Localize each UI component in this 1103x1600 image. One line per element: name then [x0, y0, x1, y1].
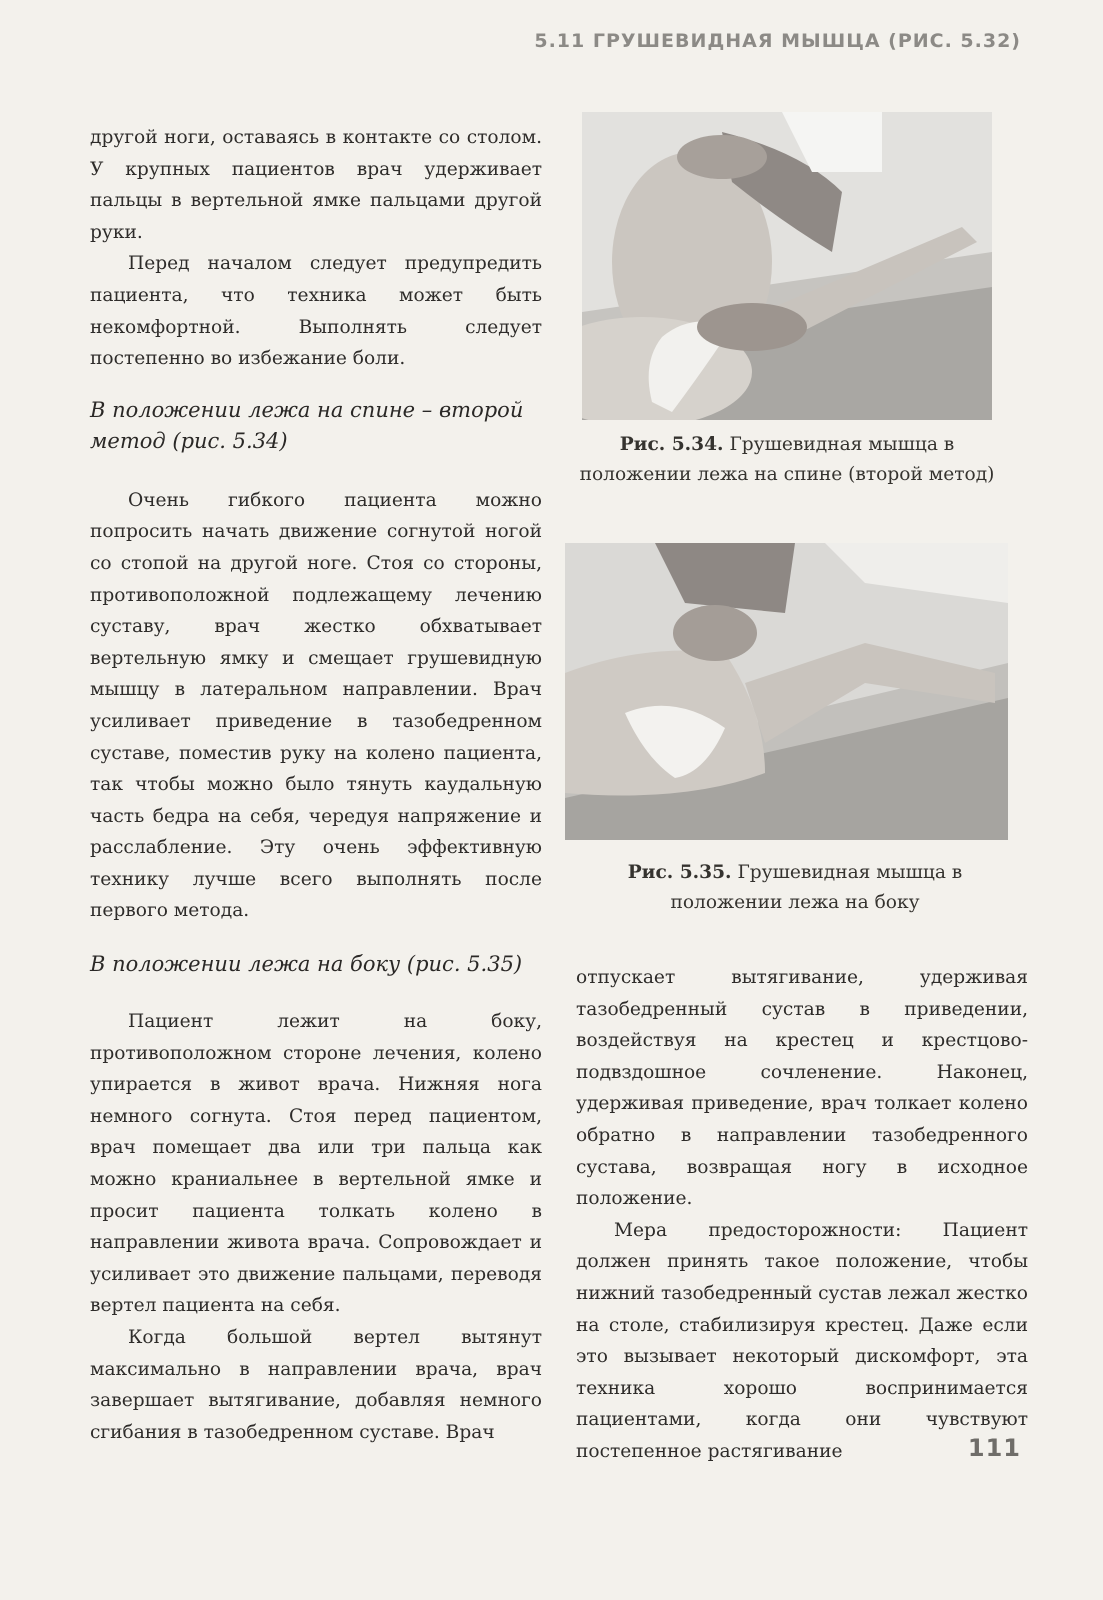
- paragraph: Когда большой вертел вытянут максимально в направлении врача, врач завершает вытягивание, добавляя немного сгибания в тазобедренном суставе. Врач: [90, 1327, 542, 1443]
- paragraph: Пациент лежит на боку, противоположном стороне лечения, колено упирается в живот врача. Нижняя нога немного согнута. Стоя перед пациентом, врач помещает два или три пальца как можно краниальнее в вертельной ямке и просит пациента толкать колено в направлении живота врача. Сопровождает и усиливает это движение пальцами, переводя вертел пациента на себя.: [90, 1011, 542, 1317]
- figure-5-34-caption: [572, 430, 1002, 490]
- figure-5-35-photo: [565, 543, 1008, 840]
- photo-illustration: [582, 112, 992, 420]
- section-heading-supine: В положении лежа на спине – второй метод (рис. 5.34): [90, 397, 524, 453]
- page-number: 111: [967, 1434, 1021, 1462]
- paragraph: Мера предосторожности: Пациент должен принять такое положение, чтобы нижний тазобедренный сустав лежал жестко на столе, стабилизируя крестец. Даже если это вызывает некоторый дискомфорт, эта техника хорошо воспринимается пациентами, когда они чувствуют постепенное растягивание: [576, 1219, 1028, 1462]
- figure-5-34-photo: [582, 112, 992, 420]
- photo: [565, 543, 1008, 840]
- figure-label: Рис. 5.34.: [619, 434, 724, 455]
- right-column: [576, 962, 1028, 1468]
- caption-text: Грушевидная мышца в положении лежа на спине (второй метод): [579, 434, 995, 485]
- figure-label: Рис. 5.35.: [627, 862, 732, 883]
- paragraph: Очень гибкого пациента можно попросить начать движение согнутой ногой со стопой на другой ноге. Стоя со стороны, противоположной подлежащему лечению суставу, врач жестко обхватывает вертельную ямку и смещает грушевидную мышцу в латеральном направлении. Врач усиливает приведение в тазобедренном суставе, поместив руку на колено пациента, так чтобы можно было тянуть каудальную часть бедра на себя, чередуя напряжение и расслабление. Эту очень эффективную технику лучше всего выполнять после первого метода.: [90, 489, 542, 922]
- left-column: [90, 122, 542, 1448]
- section-heading-side-lying: В положении лежа на боку (рис. 5.35): [90, 952, 523, 977]
- paragraph: отпускает вытягивание, удерживая тазобедренный сустав в приведении, воздействуя на крестец и крестцово-подвздошное сочленение. Наконец, удерживая приведение, врач толкает колено обратно в направлении тазобедренного сустава, возвращая ногу в исходное положение.: [576, 967, 1028, 1210]
- paragraph: Перед началом следует предупредить пациента, что техника может быть некомфортной. Выполнять следует постепенно во избежание боли.: [90, 253, 542, 370]
- figure-5-35-caption: [595, 858, 995, 918]
- paragraph: другой ноги, оставаясь в контакте со столом. У крупных пациентов врач удерживает пальцы в вертельной ямке пальцами другой руки.: [90, 127, 542, 243]
- photo: [582, 112, 992, 420]
- caption-text: Грушевидная мышца в положении лежа на боку: [670, 862, 963, 913]
- running-head: 5.11 ГРУШЕВИДНАЯ МЫШЦА (РИС. 5.32): [534, 30, 1021, 52]
- photo-illustration: [565, 543, 1008, 840]
